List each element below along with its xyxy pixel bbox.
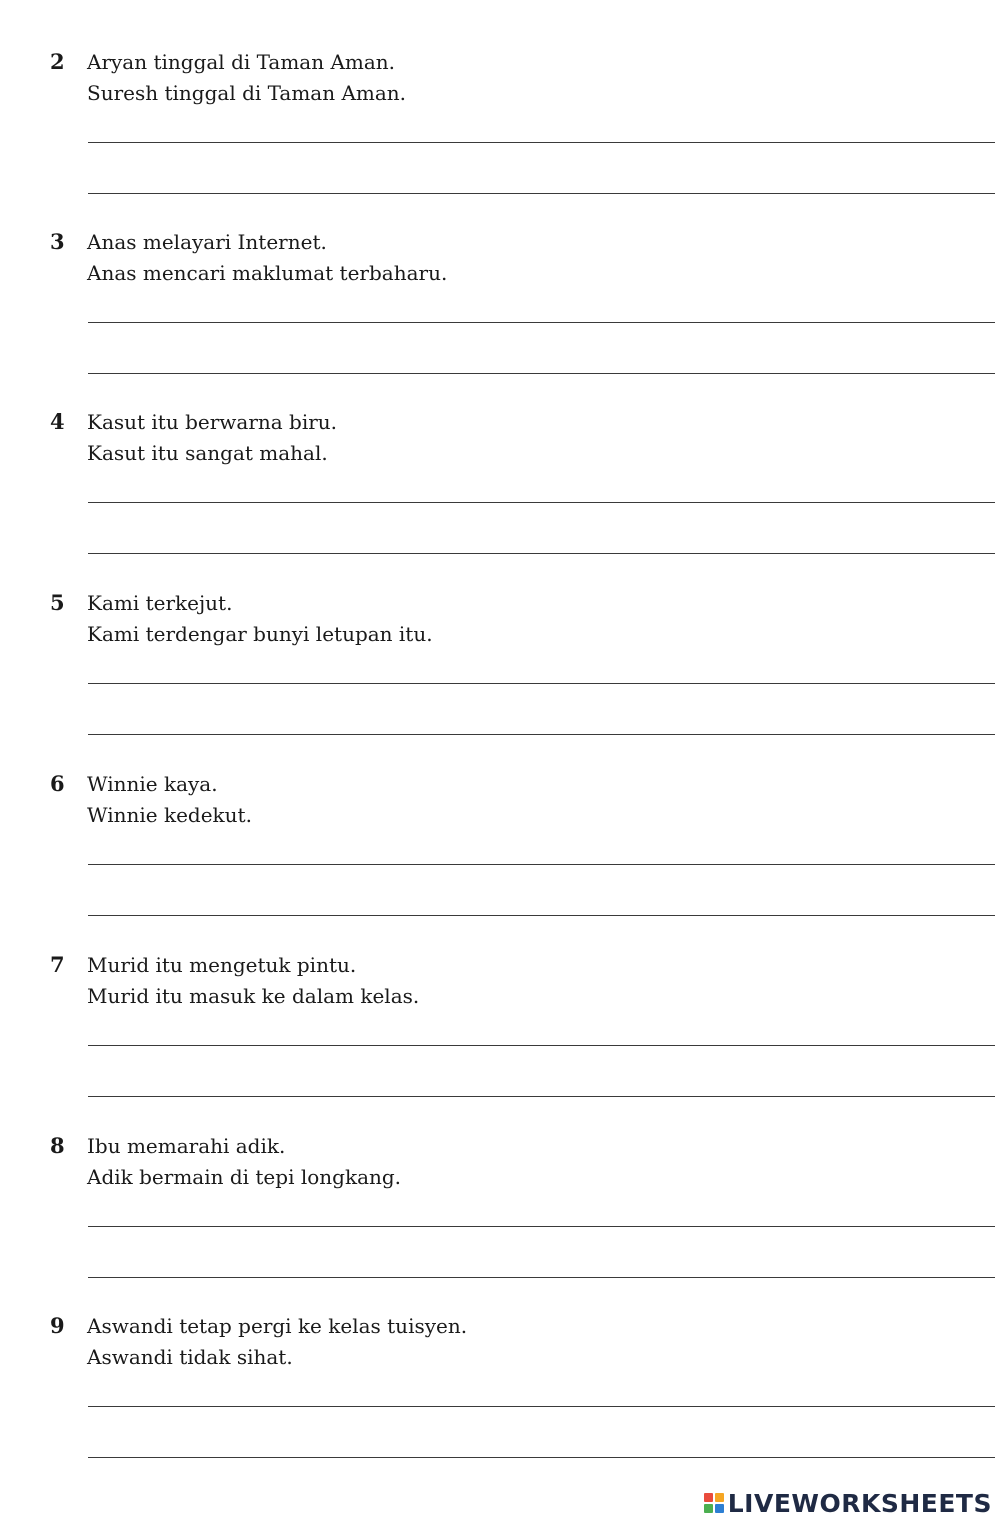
question-sentence-2: Kami terdengar bunyi letupan itu. [87,622,433,646]
question-sentence-2: Adik bermain di tepi longkang. [87,1165,402,1189]
liveworksheets-logo-icon [704,1493,724,1513]
question-sentence-2: Suresh tinggal di Taman Aman. [87,81,407,105]
answer-line-2[interactable] [88,915,995,916]
brand-name: LIVEWORKSHEETS [727,1488,992,1518]
question-sentence-2: Kasut itu sangat mahal. [87,441,328,465]
answer-line-1[interactable] [88,683,995,684]
question-9 [0,1311,1000,1486]
question-6 [0,769,1000,944]
question-sentence-1: Anas melayari Internet. [87,230,327,254]
answer-line-1[interactable] [88,142,995,143]
question-sentence-1: Aryan tinggal di Taman Aman. [87,50,396,74]
question-sentence-2: Winnie kedekut. [87,803,252,827]
answer-line-1[interactable] [88,1406,995,1407]
question-number: 7 [50,952,65,977]
question-3 [0,227,1000,402]
answer-line-1[interactable] [88,1226,995,1227]
answer-line-2[interactable] [88,734,995,735]
question-sentence-1: Kasut itu berwarna biru. [87,410,338,434]
question-number: 8 [50,1133,65,1158]
liveworksheets-brand [704,1490,992,1516]
question-sentence-2: Anas mencari maklumat terbaharu. [87,261,448,285]
question-sentence-1: Kami terkejut. [87,591,233,615]
answer-line-1[interactable] [88,1045,995,1046]
question-number: 5 [50,590,65,615]
answer-line-2[interactable] [88,193,995,194]
answer-line-1[interactable] [88,864,995,865]
question-number: 3 [50,229,65,254]
question-2 [0,47,1000,222]
question-8 [0,1131,1000,1306]
question-number: 9 [50,1313,65,1338]
answer-line-1[interactable] [88,322,995,323]
answer-line-2[interactable] [88,1457,995,1458]
answer-line-2[interactable] [88,373,995,374]
answer-line-2[interactable] [88,1277,995,1278]
answer-line-2[interactable] [88,1096,995,1097]
question-number: 6 [50,771,65,796]
question-number: 2 [50,49,65,74]
question-sentence-1: Murid itu mengetuk pintu. [87,953,357,977]
question-sentence-1: Winnie kaya. [87,772,218,796]
answer-line-1[interactable] [88,502,995,503]
question-sentence-1: Aswandi tetap pergi ke kelas tuisyen. [87,1314,468,1338]
question-4 [0,407,1000,582]
question-number: 4 [50,409,65,434]
question-7 [0,950,1000,1125]
answer-line-2[interactable] [88,553,995,554]
question-sentence-2: Aswandi tidak sihat. [87,1345,293,1369]
question-5 [0,588,1000,763]
question-sentence-2: Murid itu masuk ke dalam kelas. [87,984,420,1008]
question-sentence-1: Ibu memarahi adik. [87,1134,286,1158]
